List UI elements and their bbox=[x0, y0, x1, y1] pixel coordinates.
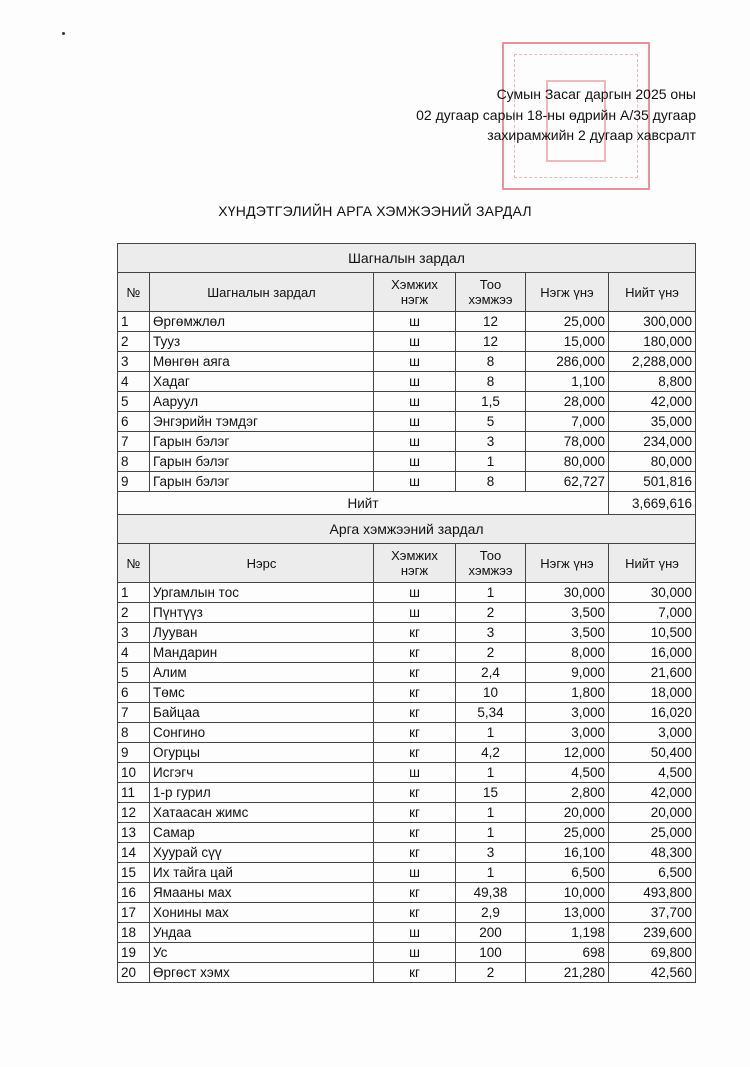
item-total-price: 6,500 bbox=[609, 863, 696, 883]
item-unit-price: 9,000 bbox=[526, 663, 609, 683]
item-unit: кг bbox=[374, 623, 456, 643]
row-number: 4 bbox=[118, 643, 150, 663]
item-unit-price: 10,000 bbox=[526, 883, 609, 903]
item-unit-price: 286,000 bbox=[526, 352, 609, 372]
row-number: 19 bbox=[118, 943, 150, 963]
item-name: Мандарин bbox=[150, 643, 374, 663]
item-quantity: 1 bbox=[456, 863, 526, 883]
item-quantity: 3 bbox=[456, 432, 526, 452]
item-unit-price: 20,000 bbox=[526, 803, 609, 823]
item-unit-price: 8,000 bbox=[526, 643, 609, 663]
section-title: Арга хэмжээний зардал bbox=[118, 515, 696, 544]
row-number: 1 bbox=[118, 312, 150, 332]
item-total-price: 42,560 bbox=[609, 963, 696, 983]
table-row bbox=[118, 372, 696, 392]
item-unit: ш bbox=[374, 332, 456, 352]
item-name: Хатаасан жимс bbox=[150, 803, 374, 823]
item-total-price: 42,000 bbox=[609, 392, 696, 412]
item-unit: ш bbox=[374, 583, 456, 603]
table-row bbox=[118, 583, 696, 603]
item-unit-price: 80,000 bbox=[526, 452, 609, 472]
col-number: № bbox=[118, 273, 150, 312]
row-number: 9 bbox=[118, 472, 150, 492]
table-row bbox=[118, 352, 696, 372]
row-number: 5 bbox=[118, 663, 150, 683]
column-header-row bbox=[118, 544, 696, 583]
table-row bbox=[118, 943, 696, 963]
item-total-price: 16,000 bbox=[609, 643, 696, 663]
item-unit-price: 698 bbox=[526, 943, 609, 963]
item-quantity: 8 bbox=[456, 352, 526, 372]
item-name: Ааруул bbox=[150, 392, 374, 412]
item-name: Байцаа bbox=[150, 703, 374, 723]
col-unit: Хэмжих нэгж bbox=[374, 544, 456, 583]
item-unit: ш bbox=[374, 943, 456, 963]
item-unit: ш bbox=[374, 312, 456, 332]
row-number: 14 bbox=[118, 843, 150, 863]
row-number: 12 bbox=[118, 803, 150, 823]
item-unit-price: 4,500 bbox=[526, 763, 609, 783]
item-total-price: 501,816 bbox=[609, 472, 696, 492]
col-unit-price: Нэгж үнэ bbox=[526, 544, 609, 583]
table-row bbox=[118, 643, 696, 663]
item-total-price: 21,600 bbox=[609, 663, 696, 683]
item-unit: кг bbox=[374, 963, 456, 983]
item-quantity: 12 bbox=[456, 312, 526, 332]
item-unit: кг bbox=[374, 883, 456, 903]
item-unit-price: 12,000 bbox=[526, 743, 609, 763]
item-total-price: 4,500 bbox=[609, 763, 696, 783]
row-number: 8 bbox=[118, 723, 150, 743]
row-number: 8 bbox=[118, 452, 150, 472]
item-name: Гарын бэлэг bbox=[150, 452, 374, 472]
item-unit-price: 62,727 bbox=[526, 472, 609, 492]
table-row bbox=[118, 412, 696, 432]
item-total-price: 7,000 bbox=[609, 603, 696, 623]
item-name: Огурцы bbox=[150, 743, 374, 763]
item-total-price: 20,000 bbox=[609, 803, 696, 823]
col-name: Шагналын зардал bbox=[150, 273, 374, 312]
table-row bbox=[118, 783, 696, 803]
item-quantity: 10 bbox=[456, 683, 526, 703]
item-quantity: 49,38 bbox=[456, 883, 526, 903]
item-name: Хадаг bbox=[150, 372, 374, 392]
item-total-price: 493,800 bbox=[609, 883, 696, 903]
item-unit-price: 16,100 bbox=[526, 843, 609, 863]
item-unit-price: 78,000 bbox=[526, 432, 609, 452]
item-quantity: 5,34 bbox=[456, 703, 526, 723]
item-unit-price: 7,000 bbox=[526, 412, 609, 432]
section-header-awards bbox=[118, 244, 696, 273]
item-unit-price: 1,198 bbox=[526, 923, 609, 943]
row-number: 2 bbox=[118, 603, 150, 623]
item-unit: кг bbox=[374, 803, 456, 823]
item-total-price: 10,500 bbox=[609, 623, 696, 643]
item-unit-price: 25,000 bbox=[526, 312, 609, 332]
item-quantity: 8 bbox=[456, 472, 526, 492]
item-quantity: 8 bbox=[456, 372, 526, 392]
item-unit: кг bbox=[374, 663, 456, 683]
table-row bbox=[118, 723, 696, 743]
item-unit: ш bbox=[374, 412, 456, 432]
section-title: Шагналын зардал bbox=[118, 244, 696, 273]
item-unit: кг bbox=[374, 723, 456, 743]
table-row bbox=[118, 963, 696, 983]
item-name: Алим bbox=[150, 663, 374, 683]
item-name: Ургамлын тос bbox=[150, 583, 374, 603]
item-total-price: 16,020 bbox=[609, 703, 696, 723]
item-total-price: 30,000 bbox=[609, 583, 696, 603]
item-unit-price: 13,000 bbox=[526, 903, 609, 923]
item-total-price: 50,400 bbox=[609, 743, 696, 763]
item-quantity: 1,5 bbox=[456, 392, 526, 412]
item-unit: кг bbox=[374, 823, 456, 843]
item-name: 1-р гурил bbox=[150, 783, 374, 803]
item-quantity: 1 bbox=[456, 452, 526, 472]
item-name: Ундаа bbox=[150, 923, 374, 943]
row-number: 11 bbox=[118, 783, 150, 803]
table-row bbox=[118, 472, 696, 492]
row-number: 7 bbox=[118, 703, 150, 723]
item-name: Ус bbox=[150, 943, 374, 963]
col-name: Нэрс bbox=[150, 544, 374, 583]
item-total-price: 42,000 bbox=[609, 783, 696, 803]
table-row bbox=[118, 803, 696, 823]
col-number: № bbox=[118, 544, 150, 583]
item-total-price: 37,700 bbox=[609, 903, 696, 923]
col-unit: Хэмжих нэгж bbox=[374, 273, 456, 312]
item-unit: ш bbox=[374, 352, 456, 372]
row-number: 20 bbox=[118, 963, 150, 983]
item-quantity: 5 bbox=[456, 412, 526, 432]
row-number: 7 bbox=[118, 432, 150, 452]
table-row bbox=[118, 763, 696, 783]
row-number: 15 bbox=[118, 863, 150, 883]
row-number: 18 bbox=[118, 923, 150, 943]
item-unit-price: 1,100 bbox=[526, 372, 609, 392]
table-row bbox=[118, 603, 696, 623]
item-quantity: 1 bbox=[456, 723, 526, 743]
item-name: Пүнтүүз bbox=[150, 603, 374, 623]
item-quantity: 1 bbox=[456, 583, 526, 603]
item-unit-price: 28,000 bbox=[526, 392, 609, 412]
item-quantity: 1 bbox=[456, 803, 526, 823]
item-unit: ш bbox=[374, 372, 456, 392]
item-unit: кг bbox=[374, 743, 456, 763]
decree-line-3: захирамжийн 2 дугаар хавсралт bbox=[487, 127, 696, 143]
table-row bbox=[118, 432, 696, 452]
table-row bbox=[118, 623, 696, 643]
item-total-price: 80,000 bbox=[609, 452, 696, 472]
item-unit-price: 2,800 bbox=[526, 783, 609, 803]
row-number: 4 bbox=[118, 372, 150, 392]
table-row bbox=[118, 823, 696, 843]
item-total-price: 300,000 bbox=[609, 312, 696, 332]
col-quantity: Тоо хэмжээ bbox=[456, 273, 526, 312]
item-name: Тууз bbox=[150, 332, 374, 352]
item-quantity: 1 bbox=[456, 763, 526, 783]
item-total-price: 8,800 bbox=[609, 372, 696, 392]
col-quantity: Тоо хэмжээ bbox=[456, 544, 526, 583]
table-row bbox=[118, 683, 696, 703]
row-number: 10 bbox=[118, 763, 150, 783]
item-quantity: 15 bbox=[456, 783, 526, 803]
total-label: Нийт bbox=[118, 492, 609, 515]
total-value: 3,669,616 bbox=[609, 492, 696, 515]
row-number: 17 bbox=[118, 903, 150, 923]
table-row bbox=[118, 863, 696, 883]
table-row bbox=[118, 332, 696, 352]
item-unit: ш bbox=[374, 763, 456, 783]
item-name: Өргөмжлөл bbox=[150, 312, 374, 332]
row-number: 3 bbox=[118, 352, 150, 372]
row-number: 5 bbox=[118, 392, 150, 412]
item-name: Гарын бэлэг bbox=[150, 432, 374, 452]
item-unit-price: 1,800 bbox=[526, 683, 609, 703]
col-total-price: Нийт үнэ bbox=[609, 273, 696, 312]
row-number: 6 bbox=[118, 683, 150, 703]
item-name: Өргөст хэмх bbox=[150, 963, 374, 983]
document-title: ХҮНДЭТГЭЛИЙН АРГА ХЭМЖЭЭНИЙ ЗАРДАЛ bbox=[218, 203, 532, 219]
table-row bbox=[118, 883, 696, 903]
item-unit-price: 25,000 bbox=[526, 823, 609, 843]
item-quantity: 100 bbox=[456, 943, 526, 963]
item-quantity: 2,9 bbox=[456, 903, 526, 923]
item-total-price: 69,800 bbox=[609, 943, 696, 963]
decree-reference bbox=[416, 84, 696, 146]
item-name: Төмс bbox=[150, 683, 374, 703]
item-unit: кг bbox=[374, 683, 456, 703]
row-number: 13 bbox=[118, 823, 150, 843]
item-quantity: 2 bbox=[456, 963, 526, 983]
table-row bbox=[118, 392, 696, 412]
item-unit: кг bbox=[374, 783, 456, 803]
ink-dot bbox=[62, 32, 65, 35]
item-total-price: 18,000 bbox=[609, 683, 696, 703]
item-unit-price: 3,500 bbox=[526, 603, 609, 623]
table-row bbox=[118, 743, 696, 763]
row-number: 6 bbox=[118, 412, 150, 432]
item-unit: ш bbox=[374, 863, 456, 883]
item-unit: кг bbox=[374, 903, 456, 923]
item-unit: ш bbox=[374, 452, 456, 472]
table-row bbox=[118, 312, 696, 332]
item-total-price: 35,000 bbox=[609, 412, 696, 432]
col-unit-price: Нэгж үнэ bbox=[526, 273, 609, 312]
item-total-price: 2,288,000 bbox=[609, 352, 696, 372]
item-unit-price: 15,000 bbox=[526, 332, 609, 352]
item-name: Самар bbox=[150, 823, 374, 843]
item-total-price: 3,000 bbox=[609, 723, 696, 743]
item-name: Лууван bbox=[150, 623, 374, 643]
item-unit: ш bbox=[374, 392, 456, 412]
row-number: 1 bbox=[118, 583, 150, 603]
item-total-price: 25,000 bbox=[609, 823, 696, 843]
item-quantity: 200 bbox=[456, 923, 526, 943]
item-quantity: 2 bbox=[456, 603, 526, 623]
item-name: Сонгино bbox=[150, 723, 374, 743]
item-unit-price: 3,500 bbox=[526, 623, 609, 643]
item-name: Энгэрийн тэмдэг bbox=[150, 412, 374, 432]
item-unit: кг bbox=[374, 643, 456, 663]
item-unit-price: 30,000 bbox=[526, 583, 609, 603]
item-unit-price: 3,000 bbox=[526, 723, 609, 743]
item-name: Хуурай сүү bbox=[150, 843, 374, 863]
item-quantity: 2 bbox=[456, 643, 526, 663]
item-total-price: 180,000 bbox=[609, 332, 696, 352]
decree-line-1: Сумын Засаг даргын 2025 оны bbox=[496, 86, 696, 102]
table-row bbox=[118, 452, 696, 472]
item-quantity: 4,2 bbox=[456, 743, 526, 763]
table-row bbox=[118, 703, 696, 723]
item-unit-price: 3,000 bbox=[526, 703, 609, 723]
row-number: 2 bbox=[118, 332, 150, 352]
item-name: Хонины мах bbox=[150, 903, 374, 923]
table-row bbox=[118, 843, 696, 863]
item-unit: ш bbox=[374, 432, 456, 452]
item-name: Гарын бэлэг bbox=[150, 472, 374, 492]
expense-table bbox=[117, 243, 696, 983]
table-row bbox=[118, 663, 696, 683]
item-name: Ямааны мах bbox=[150, 883, 374, 903]
item-name: Их тайга цай bbox=[150, 863, 374, 883]
item-unit: ш bbox=[374, 472, 456, 492]
row-number: 3 bbox=[118, 623, 150, 643]
item-unit: кг bbox=[374, 703, 456, 723]
total-row bbox=[118, 492, 696, 515]
row-number: 16 bbox=[118, 883, 150, 903]
item-unit: ш bbox=[374, 923, 456, 943]
item-total-price: 234,000 bbox=[609, 432, 696, 452]
item-name: Мөнгөн аяга bbox=[150, 352, 374, 372]
column-header-row bbox=[118, 273, 696, 312]
item-quantity: 1 bbox=[456, 823, 526, 843]
section-header-event bbox=[118, 515, 696, 544]
table-row bbox=[118, 903, 696, 923]
col-total-price: Нийт үнэ bbox=[609, 544, 696, 583]
item-quantity: 3 bbox=[456, 843, 526, 863]
item-quantity: 2,4 bbox=[456, 663, 526, 683]
item-unit-price: 21,280 bbox=[526, 963, 609, 983]
decree-line-2: 02 дугаар сарын 18-ны өдрийн А/35 дугаар bbox=[416, 106, 696, 123]
item-quantity: 12 bbox=[456, 332, 526, 352]
item-unit: кг bbox=[374, 843, 456, 863]
item-unit-price: 6,500 bbox=[526, 863, 609, 883]
table-row bbox=[118, 923, 696, 943]
row-number: 9 bbox=[118, 743, 150, 763]
item-total-price: 48,300 bbox=[609, 843, 696, 863]
item-total-price: 239,600 bbox=[609, 923, 696, 943]
item-quantity: 3 bbox=[456, 623, 526, 643]
item-name: Исгэгч bbox=[150, 763, 374, 783]
item-unit: ш bbox=[374, 603, 456, 623]
